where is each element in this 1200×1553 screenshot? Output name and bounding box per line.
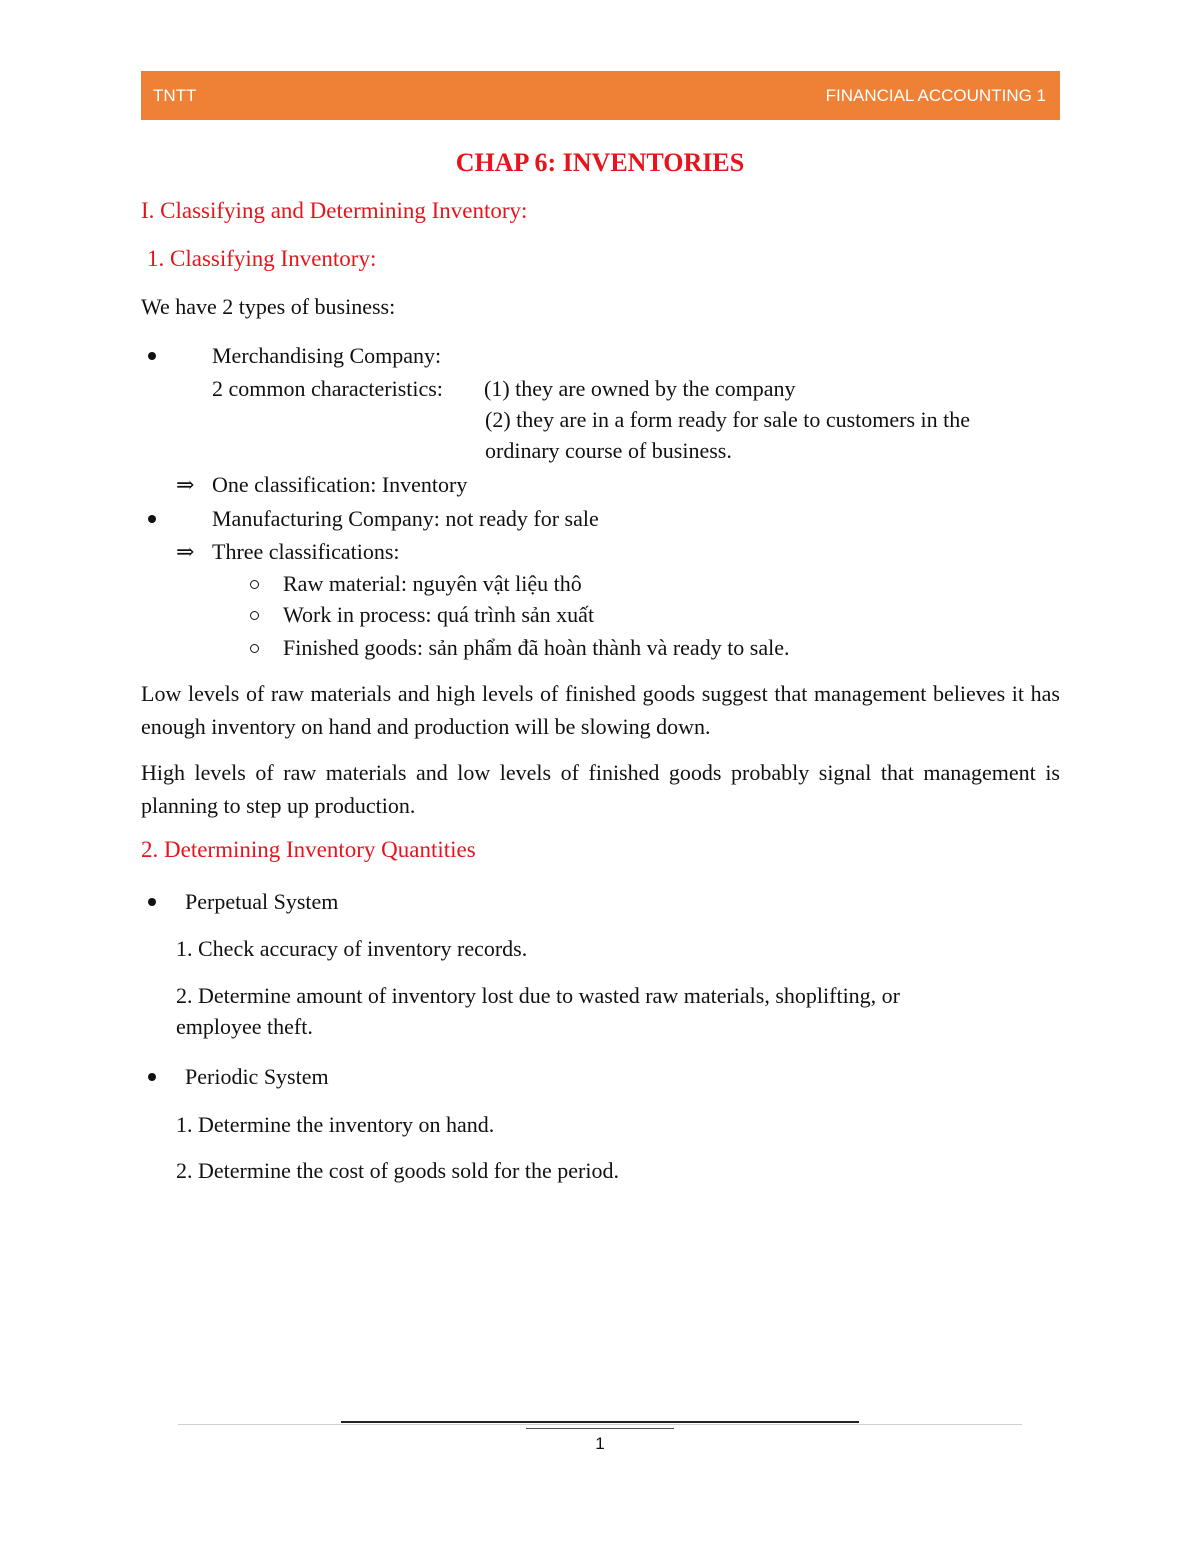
perpetual-item-2-line-1: 2. Determine amount of inventory lost due to wasted raw materials, shoplifting, or bbox=[176, 983, 901, 1008]
footer-rule bbox=[178, 1424, 1022, 1425]
arrow-icon: ⇒ bbox=[176, 539, 195, 564]
subsection-1-heading: 1. Classifying Inventory: bbox=[147, 246, 377, 271]
characteristics-label: 2 common characteristics: bbox=[212, 376, 443, 401]
perpetual-item-2-line-2: employee theft. bbox=[176, 1014, 313, 1039]
bullet-icon bbox=[148, 898, 156, 906]
merch-label: Merchandising Company: bbox=[212, 343, 442, 368]
section-1-heading: I. Classifying and Determining Inventory: bbox=[141, 198, 528, 223]
bullet-icon bbox=[148, 515, 156, 523]
paragraph-high-levels: High levels of raw materials and low levels of finished goods probably signal that management is planning to step up production. bbox=[141, 760, 1060, 818]
characteristic-2-line-1: (2) they are in a form ready for sale to customers in the bbox=[485, 407, 971, 432]
circle-bullet-icon bbox=[250, 580, 259, 589]
subsection-2-heading: 2. Determining Inventory Quantities bbox=[141, 837, 476, 862]
circle-bullet-icon bbox=[250, 611, 259, 620]
manufacturing-text: Manufacturing Company: not ready for sale bbox=[212, 506, 599, 531]
periodic-item-1: 1. Determine the inventory on hand. bbox=[176, 1112, 495, 1137]
perpetual-item-1: 1. Check accuracy of inventory records. bbox=[176, 936, 528, 961]
page-number: 1 bbox=[595, 1434, 605, 1453]
page-header bbox=[141, 71, 1060, 120]
header-left-text: TNTT bbox=[153, 86, 197, 105]
footer-page-rule bbox=[526, 1428, 674, 1429]
bullet-icon bbox=[148, 352, 156, 360]
class-item-finished: Finished goods: sản phẩm đã hoàn thành và ready to sale. bbox=[283, 635, 790, 660]
paragraph-low-levels: Low levels of raw materials and high levels of finished goods suggest that management believes it has enough inventory on hand and production will be slowing down. bbox=[141, 681, 1060, 739]
three-classifications-text: Three classifications: bbox=[212, 539, 400, 564]
class-item-raw: Raw material: nguyên vật liệu thô bbox=[283, 571, 582, 596]
arrow-icon: ⇒ bbox=[176, 472, 195, 497]
bullet-icon bbox=[148, 1073, 156, 1081]
intro-text: We have 2 types of business: bbox=[141, 294, 396, 319]
class-item-wip: Work in process: quá trình sản xuất bbox=[283, 602, 595, 627]
periodic-label: Periodic System bbox=[185, 1064, 329, 1089]
perpetual-label: Perpetual System bbox=[185, 889, 339, 914]
header-right-text: FINANCIAL ACCOUNTING 1 bbox=[825, 86, 1046, 105]
characteristic-1: (1) they are owned by the company bbox=[484, 376, 796, 401]
footer-divider bbox=[341, 1421, 859, 1423]
periodic-item-2: 2. Determine the cost of goods sold for the period. bbox=[176, 1158, 619, 1183]
document-title: CHAP 6: INVENTORIES bbox=[455, 148, 745, 177]
circle-bullet-icon bbox=[250, 644, 259, 653]
characteristic-2-line-2: ordinary course of business. bbox=[485, 438, 732, 463]
one-classification-text: One classification: Inventory bbox=[212, 472, 468, 497]
